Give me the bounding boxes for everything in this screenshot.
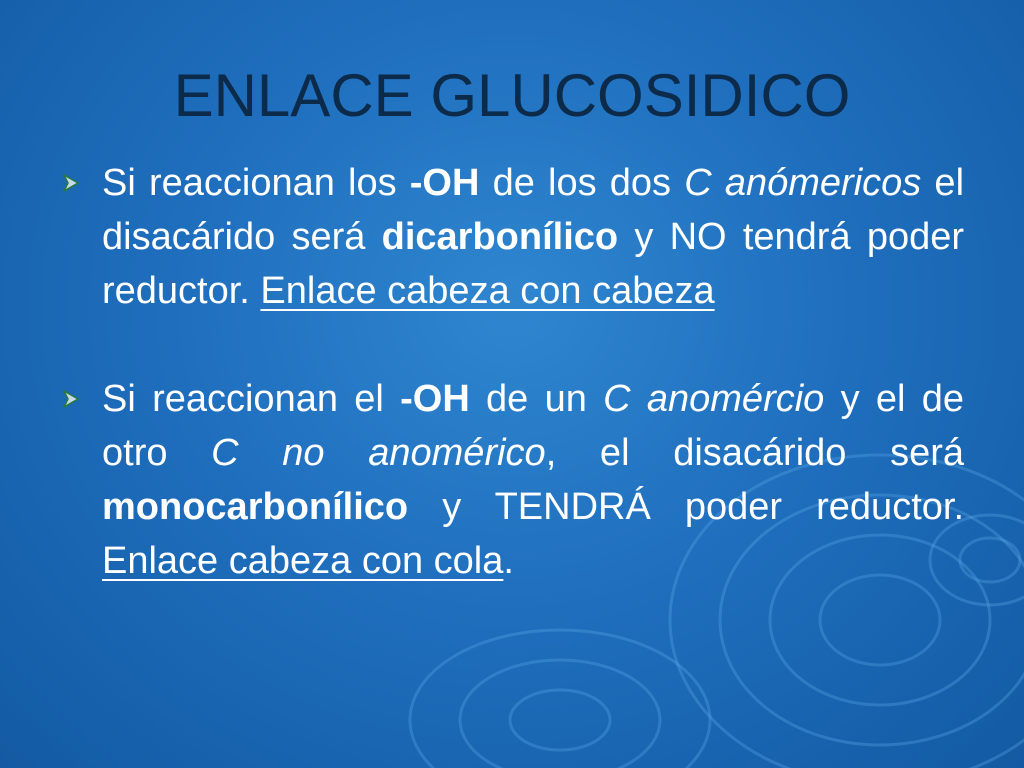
bullet-2-text-2: de un <box>469 378 604 420</box>
bullet-1-dicarbonilico: dicarbonílico <box>381 216 619 258</box>
bullet-2-enlace-label: Enlace cabeza con cola <box>102 540 504 582</box>
bullet-1-text-1: Si reaccionan los <box>102 162 410 204</box>
bullet-2-text-3: y el de otro <box>102 378 964 474</box>
bullet-1-enlace-label: Enlace cabeza con cabeza <box>260 270 715 312</box>
bullet-1-c-anomericos: C anómericos <box>684 162 922 204</box>
bullet-1-oh: -OH <box>409 162 480 204</box>
bullet-2-period: . <box>503 540 514 582</box>
arrow-bullet-icon <box>60 172 82 194</box>
bullet-2-c-no-anomerico: C no anomérico <box>211 432 546 474</box>
slide-title: ENLACE GLUCOSIDICO <box>173 62 851 129</box>
bullet-2-oh: -OH <box>400 378 470 420</box>
bullet-item-1 <box>60 156 964 318</box>
bullet-2-text-5: y TENDRÁ poder reductor. <box>408 486 964 528</box>
bullet-2-monocarbonilico: monocarbonílico <box>102 486 409 528</box>
bullet-1-text-3: el disacárido será <box>102 162 965 258</box>
bullet-item-2 <box>60 372 964 588</box>
bullet-list <box>60 156 964 588</box>
bullet-2-text-4: , el disacárido será <box>545 432 965 474</box>
bullet-1-text-4: y NO tendrá poder reductor. <box>102 216 965 312</box>
arrow-bullet-icon <box>60 388 82 410</box>
bullet-2-text-1: Si reaccionan el <box>102 378 401 420</box>
bullet-1-text-2: de los dos <box>479 162 685 204</box>
bullet-2-c-anomercio: C anomércio <box>603 378 825 420</box>
